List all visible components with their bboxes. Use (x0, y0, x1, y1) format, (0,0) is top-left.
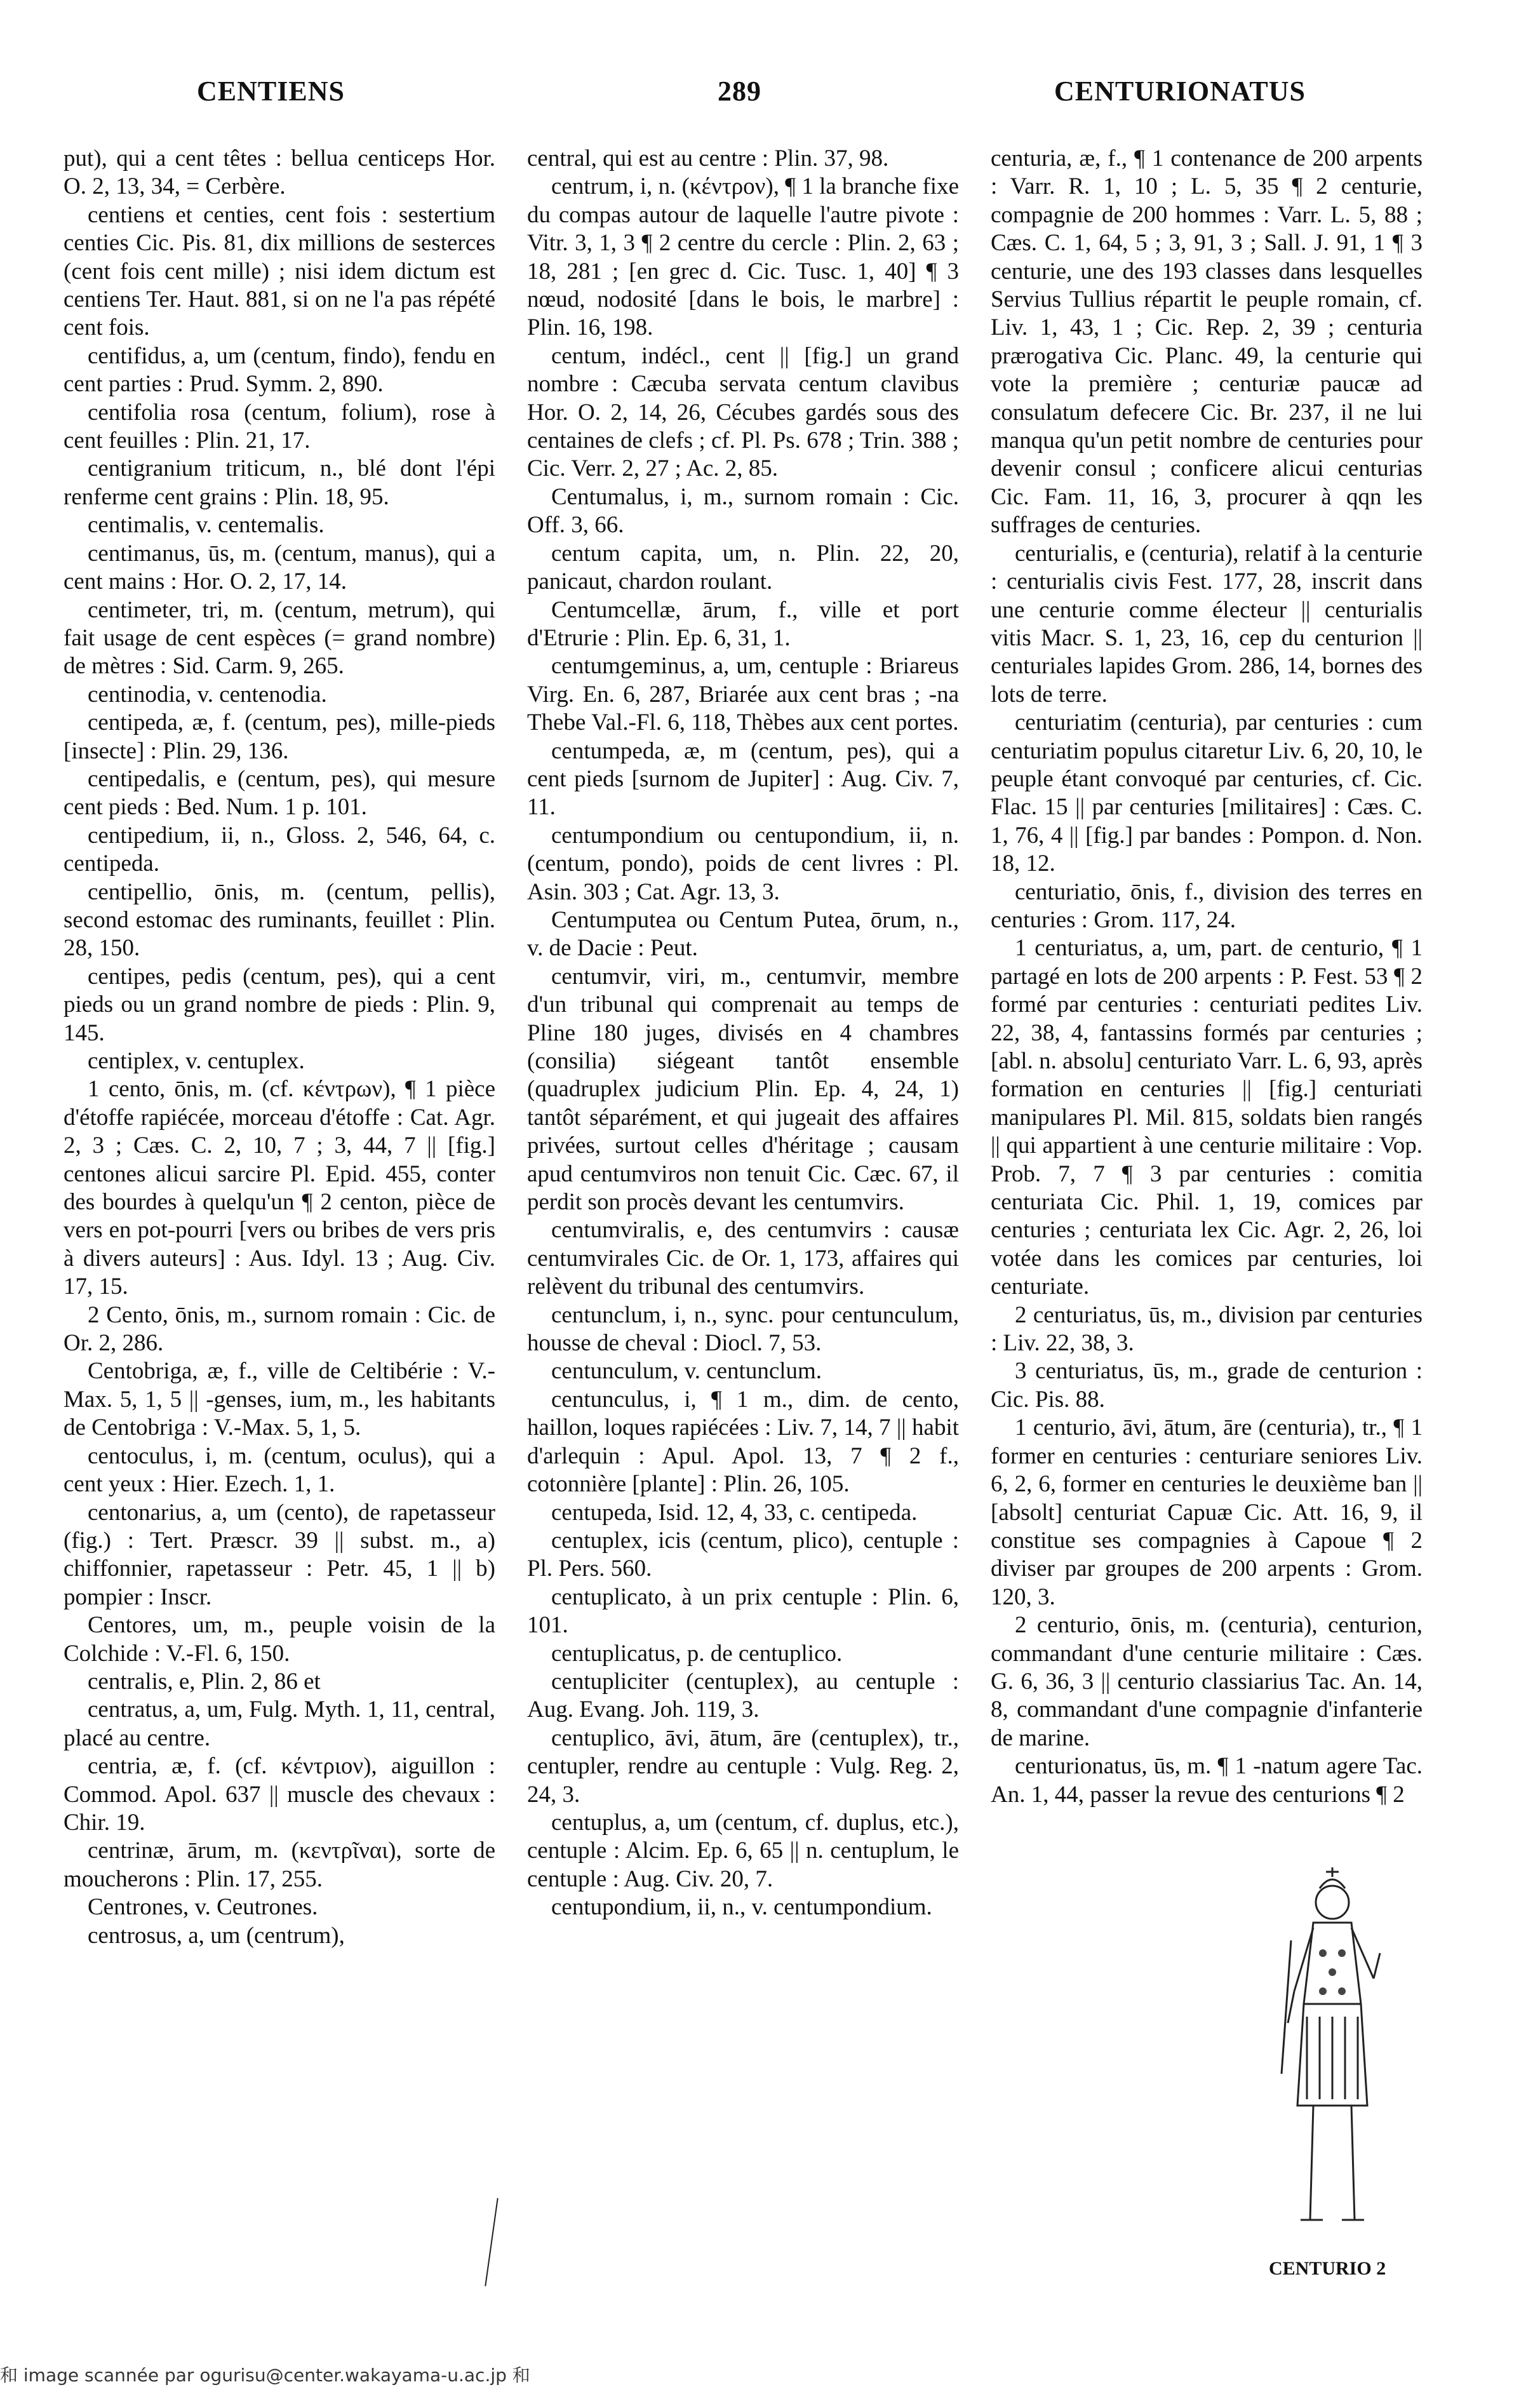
dictionary-entry: centrinæ, ārum, m. (κεντρῖναι), sorte de moucherons : Plin. 17, 255. (64, 1838, 495, 1892)
dictionary-entry: centimalis, v. centemalis. (88, 512, 325, 539)
column-2 (527, 145, 959, 2266)
dictionary-entry: centupeda, Isid. 12, 4, 33, c. centipeda. (551, 1499, 918, 1526)
running-head-right: CENTURIONATUS (1054, 76, 1306, 107)
dictionary-entry: 1 centuriatus, a, um, part. de centurio, ¶ 1 partagé en lots de 200 arpents : P. Fest. 53 ¶ 2 formé par centuries : centuriati pedites Liv. 22, 38, 4, fantassins formés par centuries ; [abl. n. absolu] centuriato Varr. L. 6, 93, après formation en centuries || [fig.] centuriati manipulares Pl. Mil. 815, soldats bien rangés || qui appartient à une centurie militaire : Vop. Prob. 7, 7 ¶ 3 par centuries : comitia centuriata Cic. Phil. 1, 19, comices par centuries ; centuriata lex Cic. Agr. 2, 26, loi votée dans les comices par centuries, loi centuriate. (991, 935, 1423, 1300)
dictionary-entry: centipes, pedis (centum, pes), qui a cent pieds ou un grand nombre de pieds : Plin. 9, 145. (64, 963, 495, 1046)
scan-footer: 和 image scannée par ogurisu@center.wakayama-u.ac.jp 和 (0, 2365, 530, 2386)
dictionary-entry: centipedalis, e (centum, pes), qui mesure cent pieds : Bed. Num. 1 p. 101. (64, 765, 495, 821)
dictionary-entry: centumgeminus, a, um, centuple : Briareus Virg. En. 6, 287, Briarée aux cent bras ; -na Thebe Val.-Fl. 6, 118, Thèbes aux cent portes. (527, 653, 959, 736)
dictionary-entry: central, qui est au centre : Plin. 37, 98. (527, 145, 889, 171)
dictionary-entry: centuriatio, ōnis, f., division des terres en centuries : Grom. 117, 24. (991, 878, 1423, 933)
dictionary-entry: centumvir, viri, m., centumvir, membre d'un tribunal qui comprenait au temps de Pline 180 juges, divisés en 4 chambres (consilia) siégeant tantôt ensemble (quadruplex judicium Plin. Ep. 4, 24, 1) tantôt séparément, et qui jugeait des affaires privées, surtout celles d'héritage ; causam apud centumviros non tenuit Cic. Cæc. 67, il perdit son procès devant les centumvirs. (527, 963, 959, 1216)
dictionary-entry: centipellio, ōnis, m. (centum, pellis), second estomac des ruminants, feuillet : Plin. 28, 150. (64, 878, 495, 962)
column-1 (64, 145, 495, 2266)
dictionary-entry: centipeda, æ, f. (centum, pes), mille-pieds [insecte] : Plin. 29, 136. (64, 709, 495, 764)
dictionary-entry: centunculus, i, ¶ 1 m., dim. de cento, haillon, loques rapiécées : Liv. 7, 14, 7 || habit d'arlequin : Apul. Apol. 13, 7 ¶ 2 f., cotonnière [plante] : Plin. 26, 105. (527, 1386, 959, 1498)
dictionary-entry: centunculum, v. centunclum. (551, 1358, 822, 1385)
dictionary-entry: centum capita, um, n. Plin. 22, 20, panicaut, chardon roulant. (527, 540, 959, 595)
dictionary-entry: centuplicatus, p. de centuplico. (551, 1640, 843, 1667)
page-header (0, 75, 1540, 132)
dictionary-entry: centigranium triticum, n., blé dont l'épi renferme cent grains : Plin. 18, 95. (64, 455, 495, 510)
centurion-illustration (1269, 1864, 1396, 2245)
dictionary-entry: centimeter, tri, m. (centum, metrum), qui fait usage de cent espèces (= grand nombre) de mètres : Sid. Carm. 9, 265. (64, 596, 495, 680)
dictionary-entry: centratus, a, um, Fulg. Myth. 1, 11, central, placé au centre. (64, 1697, 495, 1751)
dictionary-entry: Centrones, v. Ceutrones. (88, 1894, 318, 1921)
dictionary-entry: centipedium, ii, n., Gloss. 2, 546, 64, c. centipeda. (64, 822, 495, 877)
dictionary-entry: centupondium, ii, n., v. centumpondium. (551, 1894, 932, 1921)
dictionary-entry: centifolia rosa (centum, folium), rose à cent feuilles : Plin. 21, 17. (64, 399, 495, 454)
figure-caption: CENTURIO 2 (1269, 2258, 1386, 2279)
dictionary-entry: centiens et centies, cent fois : sestertium centies Cic. Pis. 81, dix millions de sesterces (cent fois cent mille) ; nisi idem dictum est centiens Ter. Haut. 881, si on ne l'a pas répété cent fois. (64, 201, 495, 341)
dictionary-entry: centralis, e, Plin. 2, 86 et (88, 1668, 321, 1695)
dictionary-entry: centurionatus, ūs, m. ¶ 1 -natum agere Tac. An. 1, 44, passer la revue des centurions ¶ 2 (991, 1753, 1423, 1808)
dictionary-entry: centinodia, v. centenodia. (88, 681, 327, 708)
dictionary-entry: centuplex, icis (centum, plico), centuple : Pl. Pers. 560. (527, 1527, 959, 1582)
dictionary-entry: Centores, um, m., peuple voisin de la Colchide : V.-Fl. 6, 150. (64, 1612, 495, 1667)
dictionary-entry: 3 centuriatus, ūs, m., grade de centurion : Cic. Pis. 88. (991, 1358, 1423, 1413)
dictionary-entry: centifidus, a, um (centum, findo), fendu en cent parties : Prud. Symm. 2, 890. (64, 342, 495, 398)
dictionary-entry: centurialis, e (centuria), relatif à la centurie : centurialis civis Fest. 177, 28, inscrit dans une centurie comme électeur || centurialis vitis Macr. S. 1, 23, 16, cep du centurion || centuriales lapides Grom. 286, 14, bornes des lots de terre. (991, 540, 1423, 708)
dictionary-entry: Centumputea ou Centum Putea, ōrum, n., v. de Dacie : Peut. (527, 906, 959, 962)
dictionary-entry: put), qui a cent têtes : bellua centiceps Hor. O. 2, 13, 34, = Cerbère. (64, 145, 495, 200)
dictionary-entry: centumviralis, e, des centumvirs : causæ centumvirales Cic. de Or. 1, 173, affaires qui relèvent du tribunal des centumvirs. (527, 1217, 959, 1300)
dictionary-entry: centumpondium ou centupondium, ii, n. (centum, pondo), poids de cent livres : Pl. Asin. 303 ; Cat. Agr. 13, 3. (527, 822, 959, 905)
dictionary-entry: Centobriga, æ, f., ville de Celtibérie : V.-Max. 5, 1, 5 || -genses, ium, m., les habitants de Centobriga : V.-Max. 5, 1, 5. (64, 1358, 495, 1441)
dictionary-entry: 2 Cento, ōnis, m., surnom romain : Cic. de Or. 2, 286. (64, 1301, 495, 1357)
dictionary-entry: centum, indécl., cent || [fig.] un grand nombre : Cæcuba servata centum clavibus Hor. O. 2, 14, 26, Cécubes gardés sous des centaines de clefs ; cf. Pl. Ps. 678 ; Trin. 388 ; Cic. Verr. 2, 27 ; Ac. 2, 85. (527, 342, 959, 482)
running-head-left: CENTIENS (197, 76, 345, 107)
dictionary-entry: centuplicato, à un prix centuple : Plin. 6, 101. (527, 1583, 959, 1639)
dictionary-entry: centuplus, a, um (centum, cf. duplus, etc.), centuple : Alcim. Ep. 6, 65 || n. centuplum, le centuple : Aug. Civ. 20, 7. (527, 1809, 959, 1892)
dictionary-entry: centrum, i, n. (κέντρον), ¶ 1 la branche fixe du compas autour de laquelle l'autre pivote : Vitr. 3, 1, 3 ¶ 2 centre du cercle : Plin. 2, 63 ; 18, 281 ; [en grec d. Cic. Tusc. 1, 40] ¶ 3 nœud, nodosité [dans le bois, le marbre] : Plin. 16, 198. (527, 173, 959, 341)
dictionary-entry: centupliciter (centuplex), au centuple : Aug. Evang. Joh. 119, 3. (527, 1668, 959, 1723)
dictionary-entry: 2 centurio, ōnis, m. (centuria), centurion, commandant d'une centurie militaire : Cæs. G. 6, 36, 3 || centurio classiarius Tac. An. 14, 8, commandant d'une compagnie d'infanterie de marine. (991, 1612, 1423, 1751)
dictionary-entry: centuriatim (centuria), par centuries : cum centuriatim populus citaretur Liv. 6, 20, 10, le peuple étant convoqué par centuries, cf. Cic. Flac. 15 || par centuries [militaires] : Cæs. C. 1, 76, 4 || [fig.] par bandes : Pompon. d. Non. 18, 12. (991, 709, 1423, 877)
dictionary-entry: Centumcellæ, ārum, f., ville et port d'Etrurie : Plin. Ep. 6, 31, 1. (527, 596, 959, 651)
dictionary-entry: centuria, æ, f., ¶ 1 contenance de 200 arpents : Varr. R. 1, 10 ; L. 5, 35 ¶ 2 centurie, compagnie de 200 hommes : Varr. L. 5, 88 ; Cæs. C. 1, 64, 5 ; 3, 91, 3 ; Sall. J. 91, 1 ¶ 3 centurie, une des 193 classes dans lesquelles Servius Tullius répartit le peuple romain, cf. Liv. 1, 43, 1 ; Cic. Rep. 2, 39 ; centuria prærogativa Cic. Planc. 49, la centurie qui vote la première ; centuriæ paucæ ad consulatum defecere Cic. Br. 237, il ne lui manqua qu'un petit nombre de centuries pour devenir consul ; conficere alicui centurias Cic. Fam. 11, 16, 3, procurer à qqn les suffrages de centuries. (991, 145, 1423, 539)
dictionary-entry: centoculus, i, m. (centum, oculus), qui a cent yeux : Hier. Ezech. 1, 1. (64, 1442, 495, 1498)
dictionary-entry: centuplico, āvi, ātum, āre (centuplex), tr., centupler, rendre au centuple : Vulg. Reg. 2, 24, 3. (527, 1724, 959, 1808)
dictionary-entry: 2 centuriatus, ūs, m., division par centuries : Liv. 22, 38, 3. (991, 1301, 1423, 1357)
dictionary-entry: centunclum, i, n., sync. pour centunculum, housse de cheval : Diocl. 7, 53. (527, 1301, 959, 1357)
dictionary-entry: 1 cento, ōnis, m. (cf. κέντρων), ¶ 1 pièce d'étoffe rapiécée, morceau d'étoffe : Cat. Agr. 2, 3 ; Cæs. C. 2, 10, 7 ; 3, 44, 7 || [fig.] centones alicui sarcire Pl. Epid. 455, conter des bourdes à quelqu'un ¶ 2 centon, pièce de vers en pot-pourri [vers ou bribes de vers pris à divers auteurs] : Aus. Idyl. 13 ; Aug. Civ. 17, 15. (64, 1076, 495, 1300)
dictionary-entry: centria, æ, f. (cf. κέντριον), aiguillon : Commod. Apol. 637 || muscle des chevaux : Chir. 19. (64, 1753, 495, 1836)
dictionary-entry: centiplex, v. centuplex. (88, 1048, 305, 1074)
dictionary-entry: 1 centurio, āvi, ātum, āre (centuria), tr., ¶ 1 former en centuries : centuriare seniores Liv. 6, 2, 6, former en centuries le deuxième ban || [absolt] centuriat Capuæ Cic. Att. 16, 9, il constitue ses compagnies à Capoue ¶ 2 diviser par groupes de 200 arpents : Grom. 120, 3. (991, 1415, 1423, 1610)
dictionary-entry: centumpeda, æ, m (centum, pes), qui a cent pieds [surnom de Jupiter] : Aug. Civ. 7, 11. (527, 737, 959, 821)
dictionary-entry: Centumalus, i, m., surnom romain : Cic. Off. 3, 66. (527, 483, 959, 539)
page-number: 289 (718, 76, 761, 107)
dictionary-entry: centrosus, a, um (centrum), (88, 1922, 345, 1949)
dictionary-entry: centimanus, ūs, m. (centum, manus), qui a cent mains : Hor. O. 2, 17, 14. (64, 540, 495, 595)
dictionary-entry: centonarius, a, um (cento), de rapetasseur (fig.) : Tert. Præscr. 39 || subst. m., a) chiffonnier, rapetasseur : Petr. 45, 1 || b) pompier : Inscr. (64, 1499, 495, 1610)
